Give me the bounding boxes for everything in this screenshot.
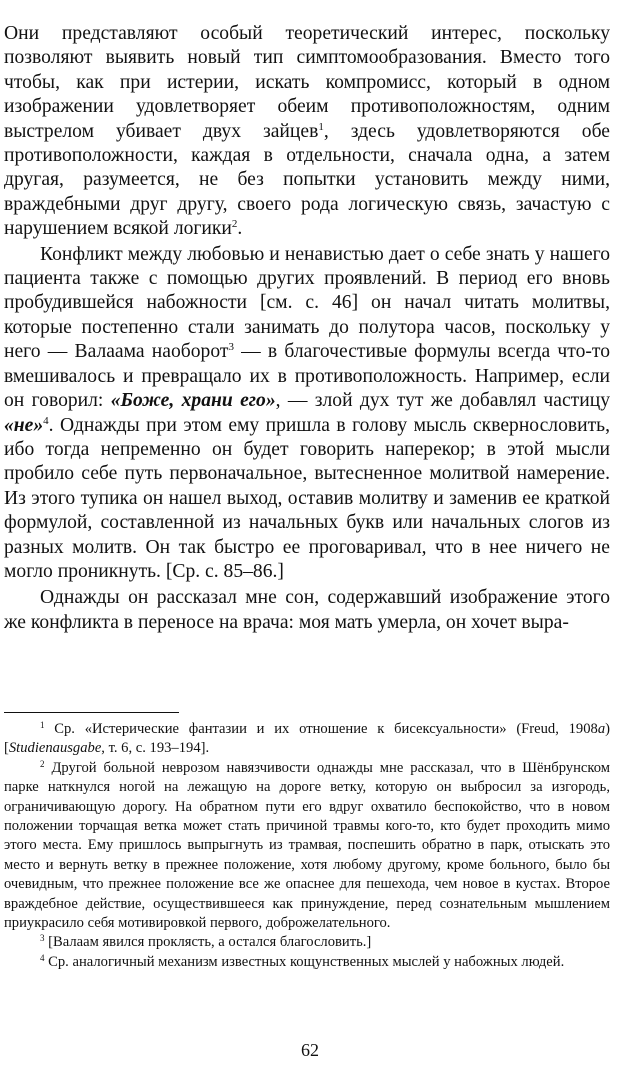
footnote-ref-2: 2 [231, 218, 238, 231]
page-number: 62 [301, 1040, 319, 1060]
paragraph-2-text-c: , — злой дух тут же добавлял частицу [275, 390, 611, 412]
footnote-4 [4, 953, 610, 972]
footnote-1-text-b: ) [ [4, 721, 610, 757]
footnote-2 [4, 759, 610, 934]
paragraph-3 [4, 586, 610, 635]
footnote-4-text: Ср. аналогичный механизм известных кощунственных мыслей у набожных людей. [44, 953, 565, 970]
footnote-1-year-suffix: a [597, 721, 606, 737]
footnote-1 [4, 720, 610, 759]
paragraph-2 [4, 243, 610, 585]
footnote-1-text-c: , т. 6, с. 193–194]. [101, 740, 210, 757]
paragraph-2-text-b: — в благочестивые формулы всегда что-то вмешивалось и превращало их в противоположность. Например, если он говорил: [4, 341, 611, 412]
footnote-2-text: Другой больной неврозом навязчивости однажды мне рассказал, что в Шёнбрунском парке наткнулся ногой на лежащую на дороге ветку, которую он выбросил за изгородь, ограничивающую дорогу. На обратном пути его вдруг охватило беспокойство, что в новом положении торчащая ветка может стать причиной травмы кого-то, кто будет проходить мимо этого места. Ему пришлось выпрыгнуть из трамвая, поспешить обратно в парк, отыскать это место и вернуть ветку в прежнее положение, хотя любому другому, кроме больного, было бы очевидным, что прежнее положение все же опаснее для пешехода, чем новое в кустах. Второе враждебное действие, осуществившееся как принуждение, перед сознательным мышлением приукрасило себя мотивировкой первого, доброжелательного. [4, 759, 610, 932]
quote-prayer: «Боже, храни его» [110, 390, 276, 412]
footnote-1-text-a: Ср. «Истерические фантазии и их отношение к бисексуальности» (Freud, 1908 [44, 721, 598, 737]
footnote-ref-3: 3 [228, 341, 234, 354]
footnote-1-mark: 1 [40, 720, 45, 730]
paragraph-2-text-a: Конфликт между любовью и ненавистью дает о себе знать у нашего пациента также с помощью других проявлений. В период его вновь пробудившейся набожности [см. с. 46] он начал читать молитвы, которые постепенно стали занимать до полутора часов, поскольку у него — Валаама наоборот [4, 243, 610, 363]
footnote-2-mark: 2 [40, 758, 45, 769]
footnote-3-text: [Валаам явился проклясть, а остался благословить.] [44, 934, 372, 951]
paragraph-1-text-a: Они представляют особый теоретический интерес, поскольку позволяют выявить новый тип симптомообразования. Вместо того чтобы, как при истерии, искать компромисс, который в одном изображении удовлетворяет обеим противоположностям, одним выстрелом убивает двух зайцев [4, 23, 610, 142]
paragraph-1-text-b: , здесь удовлетворяются обе противоположности, каждая в отдельности, сначала одна, а затем другая, разумеется, не без попытки установить между ними, враждебными друг другу, своего рода логическую связь, зачастую с нарушением всякой логики [4, 120, 610, 240]
paragraph-1 [4, 22, 610, 242]
footnote-divider [4, 712, 179, 713]
footnote-3 [4, 933, 610, 952]
main-text [4, 22, 610, 635]
footnotes [4, 720, 610, 972]
footnote-3-mark: 3 [40, 933, 45, 944]
footnote-4-mark: 4 [40, 952, 45, 963]
paragraph-2-text-d: . Однажды при этом ему пришла в голову мысль сквернословить, ибо тогда непременно он будет говорить наперекор; в этой мысли пробило себе путь первоначальное, вытесненное молитвой намерение. Из этого тупика он нашел выход, оставив молитву и заменив ее краткой формулой, составленной из начальных букв или начальных слогов из разных молитв. Он так быстро ее проговаривал, что в нее ничего не могло проникнуть. [Ср. с. 85–86.] [4, 414, 610, 582]
footnote-1-edition-title: Studienausgabe [8, 740, 102, 757]
paragraph-1-text-c: . [237, 218, 243, 240]
quote-particle: «не» [4, 414, 44, 436]
footnote-ref-4: 4 [43, 414, 49, 427]
paragraph-3-text: Однажды он рассказал мне сон, содержавший изображение этого же конфликта в переносе на врача: моя мать умерла, он хочет выра- [4, 587, 610, 633]
footnote-ref-1: 1 [318, 120, 324, 133]
